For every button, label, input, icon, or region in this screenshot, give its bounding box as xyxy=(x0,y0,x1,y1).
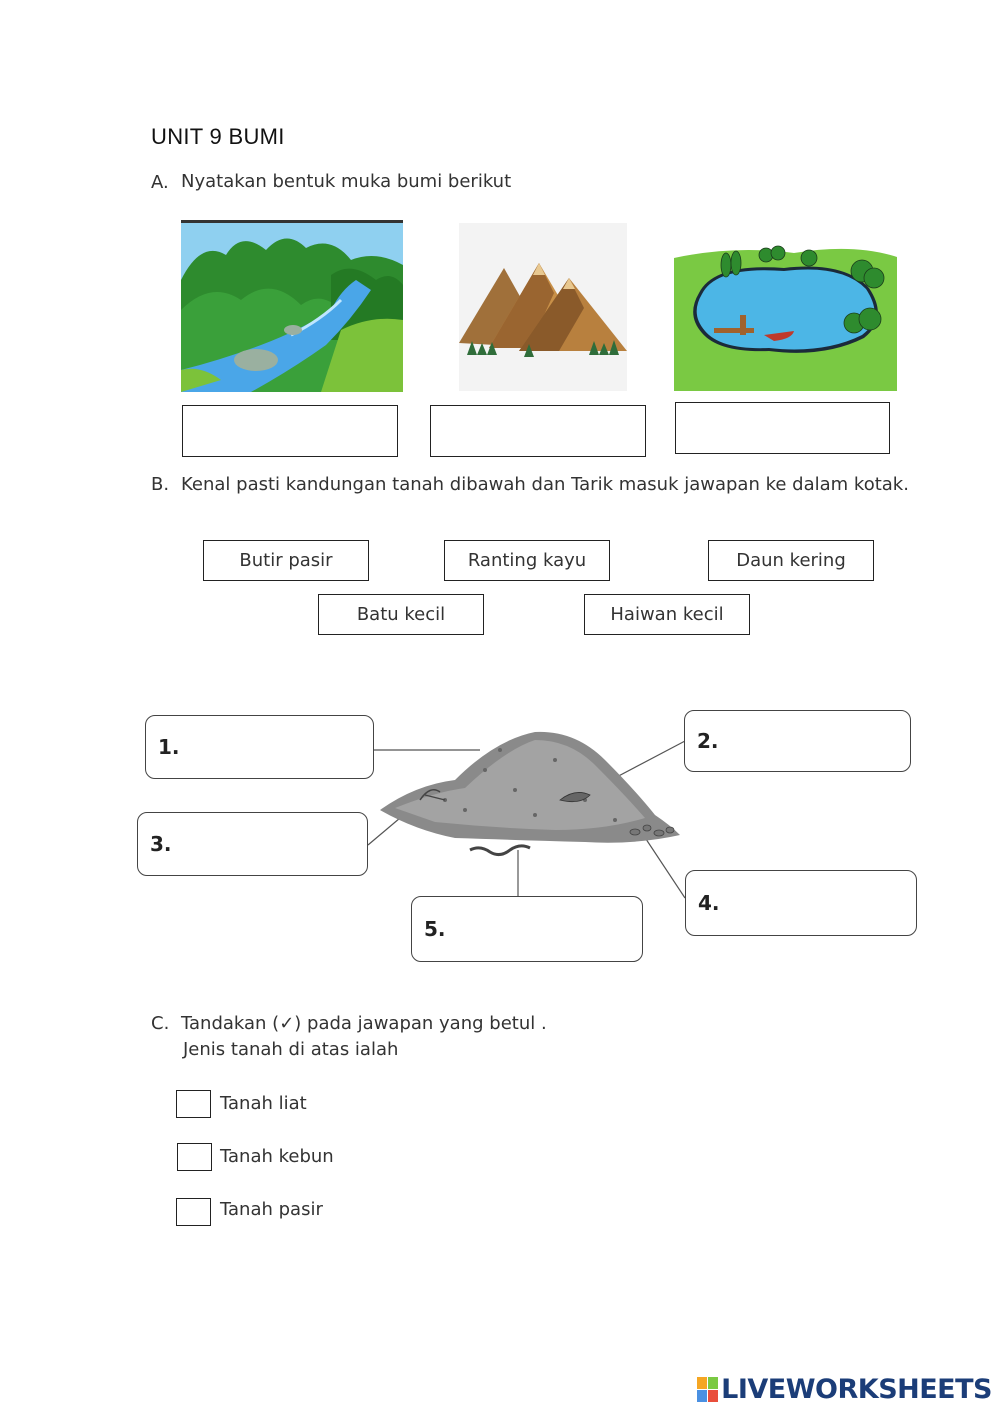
liveworksheets-logo xyxy=(697,1374,992,1405)
choice-label-tanah-pasir: Tanah pasir xyxy=(220,1199,323,1220)
option-batu-kecil[interactable]: Batu kecil xyxy=(318,594,484,635)
section-c-instruction: Tandakan (✓) pada jawapan yang betul . xyxy=(181,1013,547,1034)
answer-box-river[interactable] xyxy=(182,405,398,457)
label-box-5[interactable]: 5. xyxy=(411,896,643,962)
section-a-letter: A. xyxy=(151,172,169,193)
river-landscape-image xyxy=(181,220,403,392)
label-box-3[interactable]: 3. xyxy=(137,812,368,876)
option-ranting-kayu[interactable]: Ranting kayu xyxy=(444,540,610,581)
checkbox-tanah-liat[interactable] xyxy=(176,1090,211,1118)
liveworksheets-logo-icon xyxy=(697,1377,719,1403)
checkbox-tanah-kebun[interactable] xyxy=(177,1143,212,1171)
mountains-image xyxy=(459,223,627,391)
answer-box-lake[interactable] xyxy=(675,402,890,454)
choice-label-tanah-kebun: Tanah kebun xyxy=(220,1146,334,1167)
section-b-instruction: Kenal pasti kandungan tanah dibawah dan Tarik masuk jawapan ke dalam kotak. xyxy=(181,474,909,495)
option-butir-pasir[interactable]: Butir pasir xyxy=(203,540,369,581)
section-b-letter: B. xyxy=(151,474,170,495)
label-box-2[interactable]: 2. xyxy=(684,710,911,772)
section-c-letter: C. xyxy=(151,1013,170,1034)
label-box-4[interactable]: 4. xyxy=(685,870,917,936)
answer-box-mountain[interactable] xyxy=(430,405,646,457)
lake-image xyxy=(674,223,897,391)
option-daun-kering[interactable]: Daun kering xyxy=(708,540,874,581)
liveworksheets-brand: LIVEWORKSHEETS xyxy=(721,1374,992,1405)
section-c-question: Jenis tanah di atas ialah xyxy=(183,1039,399,1060)
choice-label-tanah-liat: Tanah liat xyxy=(220,1093,307,1114)
section-a-instruction: Nyatakan bentuk muka bumi berikut xyxy=(181,171,512,192)
checkbox-tanah-pasir[interactable] xyxy=(176,1198,211,1226)
page-title: UNIT 9 BUMI xyxy=(151,124,285,149)
label-box-1[interactable]: 1. xyxy=(145,715,374,779)
option-haiwan-kecil[interactable]: Haiwan kecil xyxy=(584,594,750,635)
